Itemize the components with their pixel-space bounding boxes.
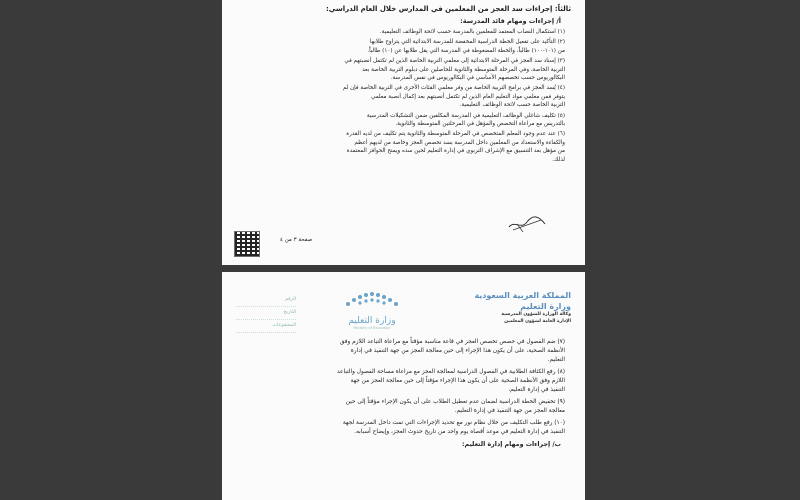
reference-number-field: الرقم (236, 294, 296, 307)
list-item-line: التربية الخاصة، وفي المرحلة المتوسطة والثانوية للحاصلين على دبلوم التربية الخاصة بعد (362, 66, 565, 73)
list-item-line: (٥) تكليف شاغلي الوظائف التعليمية في المدرسة المكلفين ضمن التشكيلات المدرسية (366, 112, 565, 119)
list-item-line: لذلك. (552, 156, 565, 163)
list-item-line: بالتدريس مع مراعاة التخصص والمؤهل في المرحلتين المتوسطة والثانوية. (395, 121, 565, 128)
list-item-line: التنفيذ في إدارة التعليم. (508, 387, 565, 393)
logo-text: وزارة التعليم (348, 316, 396, 326)
list-item-line: والكفاءة والاستعداد من المعلمين داخل المدرسة بسد تخصص العجز وخاصة من لديهم أعظم (354, 139, 565, 146)
list-item (232, 368, 565, 395)
section-subheading: ب/ إجراءات ومهام إدارة التعليم: (462, 441, 561, 448)
ministry-label: وزارة التعليم (520, 302, 571, 311)
department-line: الإدارة العامة لشؤون المعلمين (504, 318, 571, 324)
list-item-line: من (١٠١-١٠٠) طالباً، والخطة المضغوطة في المدرسة التي يقل طلابها عن (١٠) طالباً. (367, 47, 565, 54)
item-list (232, 338, 571, 437)
list-item-line: (٩) تخفيض الخطة الدراسية لضمان عدم تعطيل الطلاب على أن يكون الإجراء مؤقتاً إلى حين (345, 399, 565, 405)
list-item-line: (١) استكمال النصاب المعتمد للمعلمين بالمدرسة حسب لائحة الوظائف التعليمية. (379, 29, 565, 35)
list-item (232, 398, 565, 416)
list-item (232, 130, 565, 164)
reference-fields (236, 294, 296, 333)
item-list (232, 28, 571, 164)
list-item-line: اللازم وفق الأنظمة الصحية على أن يكون هذا الإجراء مؤقتاً إلى حين معالجة العجز من جهة (350, 378, 565, 384)
letterhead (232, 272, 571, 338)
list-item-line: البكالوريوس حسب تخصصهم الأساسي في البكالوريوس في نفس المدرسة. (390, 75, 565, 82)
document-page-3 (222, 0, 585, 265)
list-item (232, 419, 565, 437)
list-item-line: التنفيذ في إدارة التعليم في موعد أقصاه يوم واحد من تاريخ حدوث العجز، وإيضاح أسبابه. (354, 429, 565, 435)
list-item (232, 112, 565, 129)
list-item-line: (٧) ضم الفصول في حصص تخصص العجز في قاعة مناسبة مؤقتاً مع مراعاة التباعد اللازم وفق (339, 339, 565, 345)
document-page-4 (222, 272, 585, 500)
list-item (232, 84, 565, 109)
signature-image (507, 212, 547, 234)
list-item (232, 38, 565, 55)
list-item-line: (١٠) رفع طلب التكليف من خلال نظام نور مع تحديد الإجراءات التي تمت داخل المدرسة لجهة (342, 420, 565, 426)
list-item-line: معالجة العجز من جهة التنفيذ في إدارة التعليم. (454, 408, 565, 414)
list-item-line: يتوفر فمن معلمي مواد التعليم العام الذين لم تكتمل أنصبتهم بعد إكمال أنصبة معلمي (371, 93, 565, 100)
list-item (232, 28, 565, 36)
list-item-line: (٤) يُسد العجز في برامج التربية الخاصة من وفر معلمي الفئات الأخرى في التربية الخاصة فإن لم (342, 85, 565, 92)
letterhead-title-block (474, 290, 571, 325)
section-heading: ثالثاً: إجراءات سد العجز من المعلمين في المدارس خلال العام الدراسي: (325, 5, 571, 13)
page-number: صفحة ٣ من ٤ (280, 237, 313, 243)
list-item-line: من مؤهل بعد التنسيق مع الإشراف التربوي في إدارة التعليم لحين سده ويمنح الحوافز المعتمدة (346, 148, 565, 155)
attachments-field: المشفوعات (236, 320, 296, 333)
reference-date-field: التاريخ (236, 307, 296, 320)
list-item-line: (٢) التأكيد على تفعيل الخطة الدراسية المخفضة للمدرسة الابتدائية التي يتراوح طلابها (369, 39, 565, 46)
list-item-line: (٣) إسناد سد العجز في المرحلة الابتدائية إلى معلمي التربية الخاصة الذين لم تكتمل أنصبتهم في (344, 58, 565, 65)
list-item (232, 57, 565, 82)
section-subheading: أ/ إجراءات ومهام قائد المدرسة: (460, 17, 561, 25)
list-item-line: (٦) عند عدم وجود المعلم المتخصص في المرحلة المتوسطة والثانوية يتم تكليف من لديه القدرة (346, 131, 565, 138)
list-item (232, 338, 565, 365)
ministry-logo (328, 288, 416, 336)
qr-code-icon (234, 231, 260, 257)
list-item-line: الأنظمة الصحية، على أن يكون هذا الإجراء إلى حين معالجة العجز من جهة التنفيذ في إدارة (350, 348, 565, 354)
logo-subtext: Ministry of Education (353, 326, 391, 330)
kingdom-label: المملكة العربية السعودية (474, 291, 571, 300)
list-item-line: التربية الخاصة حسب لائحة الوظائف التعليمية. (459, 102, 565, 109)
page-footer (234, 235, 571, 259)
list-item-line: التعليم. (547, 357, 565, 363)
list-item-line: (٨) رفع الكثافة الطلابية في الفصول الدراسية لمعالجة العجز مع مراعاة مساحة الفصول والتباعد (337, 369, 565, 375)
department-line: وكالة الوزارة للشؤون المدرسية (501, 312, 571, 317)
logo-icon (340, 288, 404, 310)
